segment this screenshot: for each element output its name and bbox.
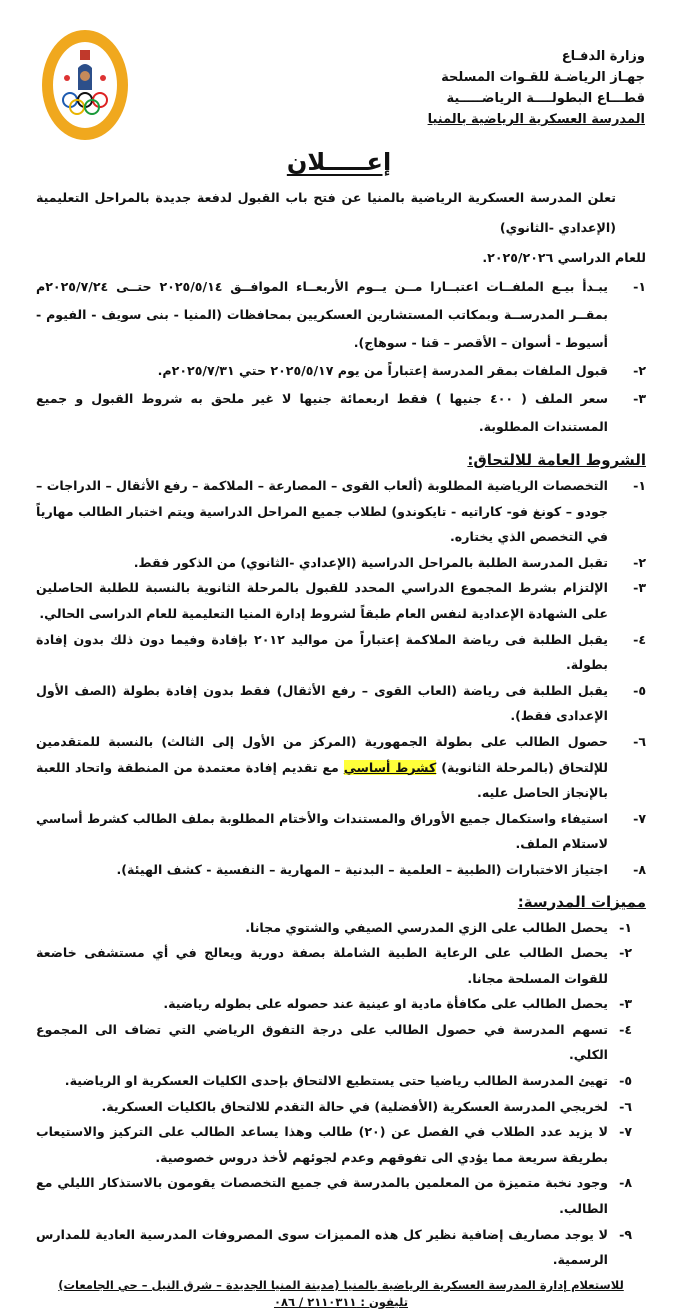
list-item: ٤- تسهم المدرسة في حصول الطالب على درجة التفوق الرياضي التي تضاف الى المجموع الكلي. (36, 1021, 632, 1063)
list-item: ٣- سعر الملف ( ٤٠٠ جنيها ) فقط اربعمائة جنيها لا غير ملحق به شروط القبول و جميع المستندات المطلوبة. (36, 391, 646, 434)
list-item: ١- يحصل الطالب على الزي المدرسي الصيفي والشتوي مجانا. (245, 919, 632, 935)
school-logo (40, 28, 130, 143)
list-item: ٩- لا يوجد مصاريف إضافية نظير كل هذه المميزات سوى المصروفات المدرسية العادية للمدارس الرسمية. (36, 1226, 632, 1268)
intro-paragraph: تعلن المدرسة العسكرية الرياضية بالمنيا عن فتح باب القبول لدفعة جديدة بالمراحل التعليمية (الإعدادي -الثانوي) للعام الدراسي ٢٠٢٥/٢٠٢٦. (36, 190, 646, 265)
sector-name: قطـــاع البطولــــة الرياضـــــية (446, 91, 645, 106)
list-item: ٧- استيفاء واستكمال جميع الأوراق والمستندات والأختام المطلوبة بملف الطالب كشرط أساسي لاستلام الملف. (36, 810, 646, 852)
inquiry-text: للاستعلام إدارة المدرسة العسكرية الرياضية بالمنيا (مدينة المنيا الجديدة – شرق النيل – حي الجامعات) (58, 1277, 624, 1292)
list-item: ٨- اجتياز الاختبارات (الطبية – العلمية – البدنية – المهارية – النفسية - كشف الهيئة). (116, 861, 646, 877)
list-item: ٥- يقبل الطلبة فى رياضة (العاب القوى – رفع الأثقال) فقط بدون إفادة بطولة (الصف الأول الإعدادى فقط). (36, 682, 646, 724)
list-item: ٣- الإلتزام بشرط المجموع الدراسي المحدد للقبول بالمرحلة الثانوية بالنسبة للطلبة الحاصلين على الشهادة الإعدادية لنفس العام طبقاً لشروط إدارة المنيا التعليمية للعام الدراسى الحالي. (36, 580, 646, 621)
letterhead (428, 46, 645, 130)
announcement-list (36, 273, 646, 441)
list-item: ٢- يحصل الطالب على الرعاية الطبية الشاملة بصفة دورية ويعالج في أي مستشفى خاضعة للقوات المسلحة مجانا. (36, 945, 632, 986)
list-item: ٢- قبول الملفات بمقر المدرسة إعتباراً من يوم ٢٠٢٥/٥/١٧ حتي ٢٠٢٥/٧/٣١م. (157, 363, 646, 378)
school-name: المدرسة العسكرية الرياضية بالمنيا (427, 112, 645, 127)
list-item: ٧- لا يزيد عدد الطلاب في الفصل عن (٢٠) طالب وهذا يساعد الطالب على التركيز والاستيعاب بطريقة سريعة مما يؤدي الى تفوقهم وعدم لجوئهم لأخذ دروس خصوصية. (36, 1124, 632, 1165)
features-list (36, 915, 646, 1273)
list-item: ٥- تهيئ المدرسة الطالب رياضيا حتى يستطيع الالتحاق بإحدى الكليات العسكرية او الرياضية. (64, 1073, 632, 1089)
list-item: ٢- تقبل المدرسة الطلبة بالمراحل الدراسية (الإعدادي -الثانوي) من الذكور فقط. (133, 554, 646, 570)
features-heading: مميزات المدرسة: (517, 892, 646, 911)
conditions-heading: الشروط العامة للالتحاق: (467, 451, 646, 469)
footer (36, 1277, 646, 1311)
ministry-name: وزارة الدفـاع (561, 49, 645, 64)
highlighted-text: كشرط أساسي (343, 759, 437, 775)
conditions-list (36, 473, 646, 883)
list-item: ١- التخصصات الرياضية المطلوبة (ألعاب القوى – المصارعة – الملاكمة – رفع الأثقال – الدراجات – جودو – كونغ فو- كاراتيه - تايكوندو) لطلاب جميع المراحل الدراسية ويتم اختبار الطالب مهارياً في التخصص الذي يختاره. (36, 478, 646, 545)
list-item: ١- يبـدأ بيـع الملفــات اعتبــارا مــن يــوم الأربعــاء الموافــق ٢٠٢٥/٥/١٤ حتــى ٢٠٢٥/٧/٢٤م بمقــر المدرســة وبمكاتب المستشارين العسكريين بمحافظات (المنيا - بنى سويف - الفيوم - أسيوط - أسوان – الأقصر – قنا - سوهاج). (36, 279, 646, 350)
page-title: إعـــــلان (286, 148, 392, 176)
authority-name: جهـاز الرياضـة للقـوات المسلحة (441, 70, 645, 85)
list-item: ٦- حصول الطالب على بطولة الجمهورية (المركز من الأول إلى الثالث) بالنسبة للمتقدمين للإلتحاق (بالمرحلة الثانوية) كشرط أساسي مع تقديم إفادة معتمدة من المنطقة واتحاد اللعبة بالإنجاز الحاصل عليه. (36, 733, 646, 801)
list-item: ٣- يحصل الطالب على مكافأة مادية او عينية عند حصوله على بطوله رياضية. (163, 996, 632, 1012)
document-body (36, 183, 646, 1311)
list-item: ٨- وجود نخبة متميزة من المعلمين بالمدرسة في جميع التخصصات يقومون بالاستذكار الليلي مع الطالب. (36, 1175, 632, 1217)
list-item: ٦- لخريجي المدرسة العسكرية (الأفضلية) في حالة التقدم للالتحاق بالكليات العسكرية. (101, 1098, 632, 1114)
list-item: ٤- يقبل الطلبة فى رياضة الملاكمة إعتباراً من مواليد ٢٠١٢ بإفادة وفيما دون ذلك بدون إفادة بطولة. (36, 631, 646, 673)
phone-number: تليفون : ٢١١٠٣١١ / ٠٨٦ (273, 1294, 409, 1309)
